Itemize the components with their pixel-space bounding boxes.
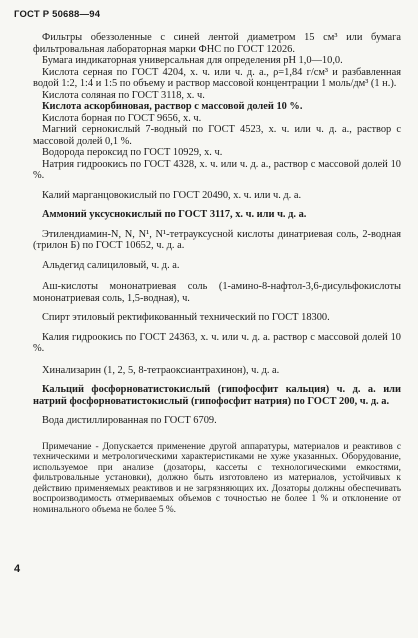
paragraph-h-acid: Аш-кислоты мононатриевая соль (1-амино-8-нафтол-3,6-дисульфокислоты мононатриевая соль, 1,5-водная), ч. — [33, 281, 401, 304]
paragraph-quinalizarin: Хинализарин (1, 2, 5, 8-тетраоксиантрахинон), ч. д. а. — [42, 364, 280, 376]
paragraph-ethanol: Спирт этиловый ректификованный технический по ГОСТ 18300. — [42, 312, 330, 323]
paragraph-potassium-permanganate: Калий марганцовокислый по ГОСТ 20490, х. ч. или ч. д. а. — [42, 189, 302, 201]
paragraph-edta: Этилендиамин-N, N, N¹, N¹-тетрауксусной кислоты динатриевая соль, 2-водная (трилон Б) по ГОСТ 10652, ч. д. а. — [33, 228, 401, 251]
paragraph-hydrochloric-acid: Кислота соляная по ГОСТ 3118, х. ч. — [42, 89, 205, 101]
paragraph-ammonium-acetate: Аммоний уксуснокислый по ГОСТ 3117, х. ч. или ч. д. а. — [42, 209, 307, 220]
paragraph-indicator-paper: Бумага индикаторная универсальная для определения рН 1,0—10,0. — [42, 55, 343, 66]
page-header: ГОСТ Р 50688—94 — [14, 9, 101, 20]
paragraph-salicylaldehyde: Альдегид салициловый, ч. д. а. — [42, 259, 180, 271]
paragraph-sodium-hydroxide: Натрия гидроокись по ГОСТ 4328, х. ч. или ч. д. а., раствор с массовой долей 10 %. — [33, 158, 401, 181]
paragraph-hypophosphite: Кальций фосфорноватистокислый (гипофосфит кальция) ч. д. а. или натрий фосфорноватистокислый (гипофосфит натрия) по ГОСТ 200, ч. д. а. — [33, 384, 401, 407]
paragraph-sulfuric-acid: Кислота серная по ГОСТ 4204, х. ч. или ч. д. а., ρ=1,84 г/см³ и разбавленная водой 1:2, 1:4 и 1:5 по объему и раствор массовой концентрации 1 моль/дм³ (1 н.). — [33, 66, 401, 89]
paragraph-boric-acid: Кислота борная по ГОСТ 9656, х. ч. — [42, 112, 202, 124]
note-paragraph: Примечание - Допускается применение другой аппаратуры, материалов и реактивов с техническими и метрологическими характеристиками не хуже указанных. Оборудование, используемое при анализе (дозаторы, кассеты с технологическими емкостями, фильтровальные установки), должно быть изготовлено из материалов, устойчивых к действию применяемых реактивов и не загрязняющих их. Дозаторы должны обеспечивать воспроизводимость отмериваемых объемов с точностью не более 1 % и отклонение от номинального объема не более 5 %. — [33, 441, 401, 516]
paragraph-filters: Фильтры обеззоленные с синей лентой диаметром 15 см³ или бумага фильтровальная лабораторная марки ФНС по ГОСТ 12026. — [33, 32, 401, 55]
paragraph-distilled-water: Вода дистиллированная по ГОСТ 6709. — [42, 415, 217, 426]
paragraph-ascorbic-acid: Кислота аскорбиновая, раствор с массовой долей 10 %. — [42, 101, 303, 112]
reagents-list — [33, 32, 401, 516]
paragraph-hydrogen-peroxide: Водорода пероксид по ГОСТ 10929, х. ч. — [42, 147, 223, 158]
page-number: 4 — [14, 563, 21, 575]
paragraph-magnesium-sulfate: Магний сернокислый 7-водный по ГОСТ 4523, х. ч. или ч. д. а., раствор с массовой долей 0,1 %. — [33, 124, 401, 147]
paragraph-potassium-hydroxide: Калия гидроокись по ГОСТ 24363, х. ч. или ч. д. а. раствор с массовой долей 10 %. — [33, 331, 401, 354]
